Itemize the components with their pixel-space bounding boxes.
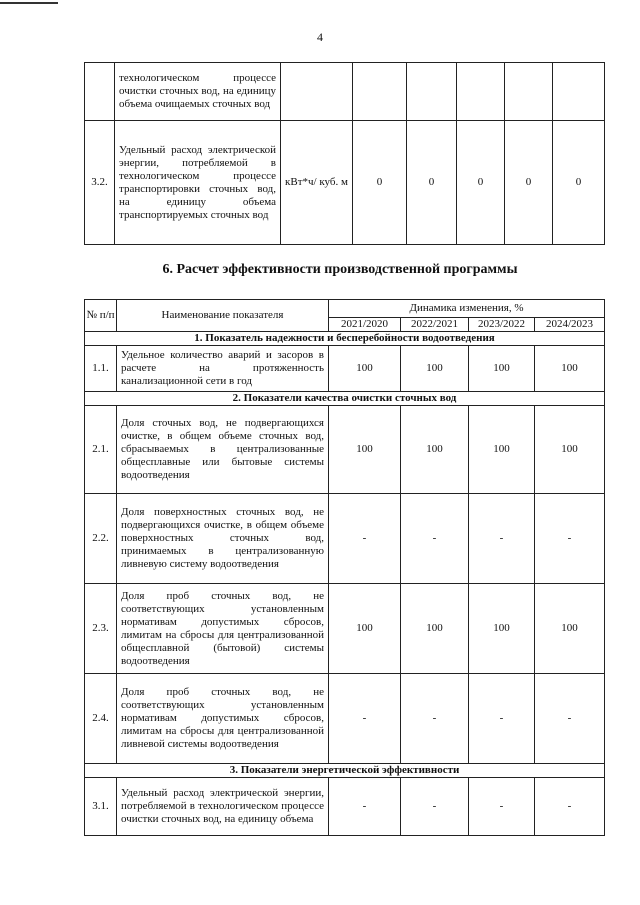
section-row <box>85 332 605 346</box>
num-header: № п/п <box>85 300 117 332</box>
indicator-name: Удельное количество аварий и засоров в расчете на протяженность канализационной сети в год <box>117 346 329 392</box>
value-cell: - <box>535 494 605 584</box>
year-header: 2023/2022 <box>469 318 535 332</box>
indicator-name: Удельный расход электрической энергии, потребляемой в технологическом процессе очистки сточных вод, на единицу объема <box>117 778 329 836</box>
value-cell: - <box>469 778 535 836</box>
value-cell: 100 <box>535 584 605 674</box>
value-cell: 100 <box>535 346 605 392</box>
year-header: 2021/2020 <box>329 318 401 332</box>
header-row <box>85 300 605 318</box>
value-cell: 100 <box>469 406 535 494</box>
page-number: 4 <box>317 30 323 44</box>
value-cell: - <box>401 778 469 836</box>
table-row <box>85 121 605 245</box>
value-cell: - <box>401 494 469 584</box>
row-number: 2.1. <box>85 406 117 494</box>
value-cell: 100 <box>329 584 401 674</box>
value-cell: 0 <box>407 121 457 245</box>
dynamics-header: Динамика изменения, % <box>329 300 605 318</box>
year-header: 2024/2023 <box>535 318 605 332</box>
indicator-name: Доля проб сточных вод, не соответствующих установленным нормативам допустимых сбросов, лимитам на сбросы для централизованной ливневой системы водоотведения <box>117 674 329 764</box>
section-row <box>85 392 605 406</box>
table-row <box>85 494 605 584</box>
value-cell <box>353 63 407 121</box>
value-cell: 100 <box>401 406 469 494</box>
value-cell <box>457 63 505 121</box>
value-cell: 100 <box>469 584 535 674</box>
table-row <box>85 778 605 836</box>
indicator-name: технологическом процессе очистки сточных вод, на единицу объема очищаемых сточных вод <box>115 63 281 121</box>
value-cell <box>407 63 457 121</box>
value-cell: - <box>329 674 401 764</box>
indicator-name: Доля проб сточных вод, не соответствующих установленным нормативам допустимых сбросов, лимитам на сбросы для централизованной общесплавной (бытовой) системы водоотведения <box>117 584 329 674</box>
value-cell: - <box>535 778 605 836</box>
unit-cell <box>281 63 353 121</box>
efficiency-table <box>84 299 605 836</box>
value-cell: 0 <box>457 121 505 245</box>
value-cell: - <box>469 674 535 764</box>
section-title: 2. Показатели качества очистки сточных вод <box>85 392 605 406</box>
value-cell <box>505 63 553 121</box>
value-cell: 100 <box>535 406 605 494</box>
value-cell: 100 <box>329 406 401 494</box>
section-title: 1. Показатель надежности и бесперебойности водоотведения <box>85 332 605 346</box>
continuation-table <box>84 62 605 245</box>
indicator-name: Удельный расход электрической энергии, потребляемой в технологическом процессе транспортировки сточных вод, на единицу объема транспортируемых сточных вод <box>115 121 281 245</box>
row-number: 2.3. <box>85 584 117 674</box>
value-cell: - <box>329 494 401 584</box>
indicator-name: Доля поверхностных сточных вод, не подвергающихся очистке, в общем объеме поверхностных сточных вод, принимаемых в централизованную ливневую систему водоотведения <box>117 494 329 584</box>
section-title: 3. Показатели энергетической эффективности <box>85 764 605 778</box>
table-row <box>85 584 605 674</box>
table-row <box>85 674 605 764</box>
row-number: 1.1. <box>85 346 117 392</box>
section-heading: 6. Расчет эффективности производственной программы <box>162 262 518 277</box>
value-cell: 0 <box>505 121 553 245</box>
value-cell: 0 <box>353 121 407 245</box>
value-cell: 100 <box>401 584 469 674</box>
header-rule <box>0 2 58 4</box>
indicator-name: Доля сточных вод, не подвергающихся очистке, в общем объеме сточных вод, сбрасываемых в централизованные общесплавные или бытовые системы водоотведения <box>117 406 329 494</box>
value-cell: - <box>401 674 469 764</box>
value-cell: 100 <box>401 346 469 392</box>
row-number: 3.1. <box>85 778 117 836</box>
value-cell: 0 <box>553 121 605 245</box>
value-cell: - <box>329 778 401 836</box>
value-cell <box>553 63 605 121</box>
value-cell: 100 <box>469 346 535 392</box>
unit-cell: кВт*ч/ куб. м <box>281 121 353 245</box>
section-row <box>85 764 605 778</box>
table-row <box>85 63 605 121</box>
table-row <box>85 346 605 392</box>
value-cell: 100 <box>329 346 401 392</box>
row-number: 2.2. <box>85 494 117 584</box>
row-number <box>85 63 115 121</box>
row-number: 2.4. <box>85 674 117 764</box>
row-number: 3.2. <box>85 121 115 245</box>
value-cell: - <box>469 494 535 584</box>
year-header: 2022/2021 <box>401 318 469 332</box>
table-row <box>85 406 605 494</box>
value-cell: - <box>535 674 605 764</box>
name-header: Наименование показателя <box>117 300 329 332</box>
